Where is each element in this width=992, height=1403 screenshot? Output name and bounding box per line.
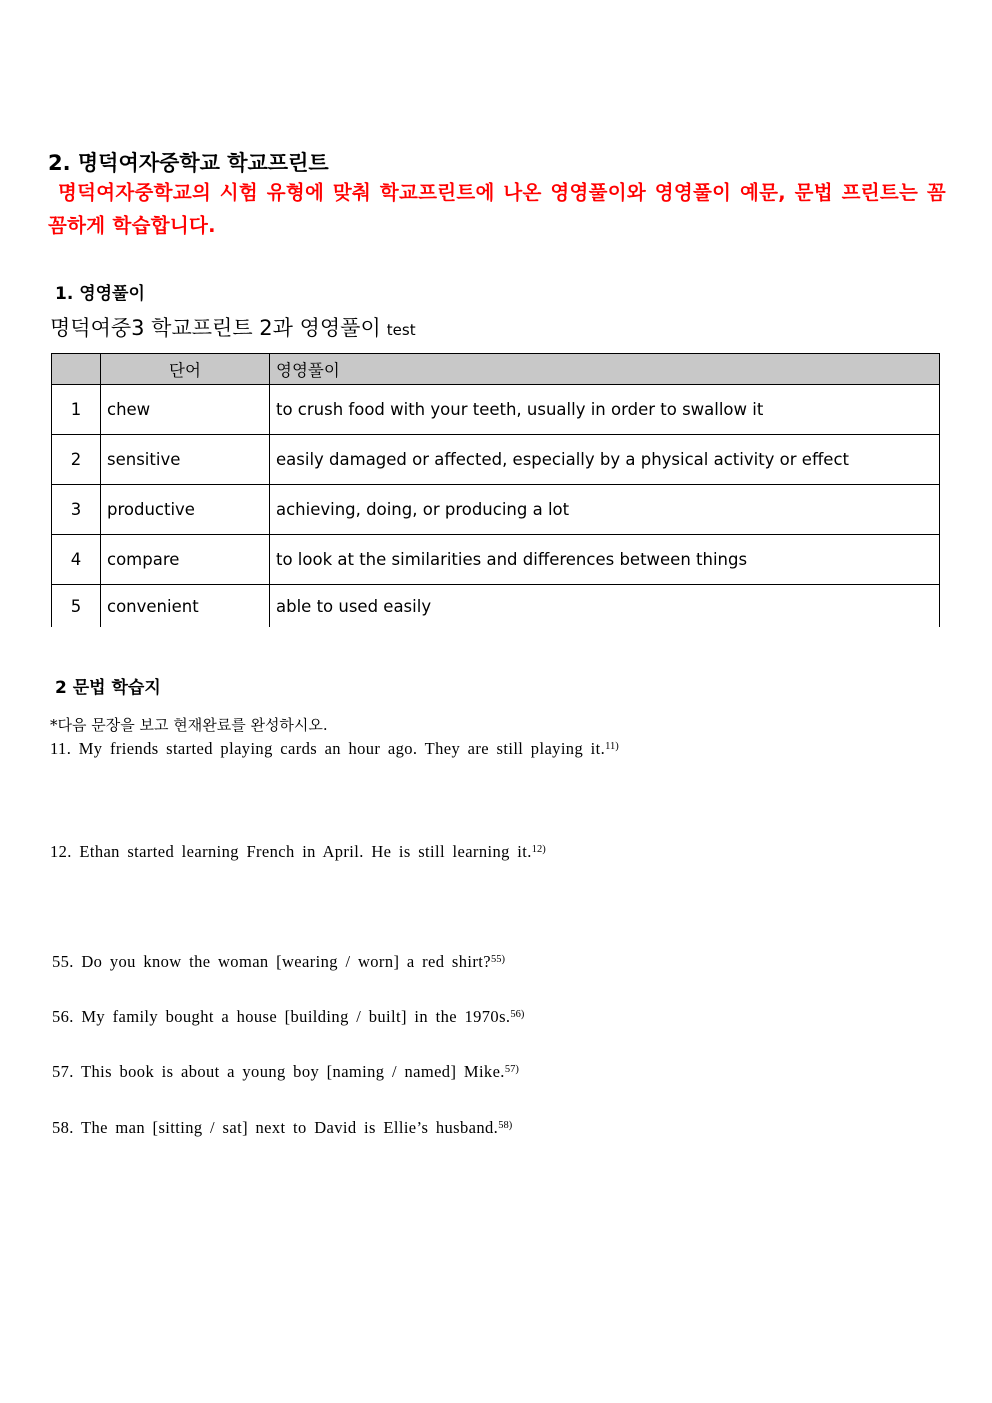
row-word: productive [101,485,270,535]
question-text: 58. The man [sitting / sat] next to David is Ellie’s husband. [52,1118,499,1137]
table-header-row [52,354,940,385]
question-item [50,842,546,862]
row-word: chew [101,385,270,435]
table-row [52,435,940,485]
table-row [52,535,940,585]
table-title [50,312,416,342]
question-note: 57) [504,1064,519,1075]
question-item [52,1007,524,1027]
table-title-text: 명덕여중3 학교프린트 2과 영영풀이 [50,316,381,340]
row-word: sensitive [101,435,270,485]
question-note: 12) [531,844,546,855]
row-definition: easily damaged or affected, especially by a physical activity or effect [270,435,940,485]
row-word: convenient [101,585,270,628]
row-definition: able to used easily [270,585,940,628]
question-item [52,952,505,972]
vocab-heading: 1. 영영풀이 [55,284,145,304]
question-item [52,1062,519,1082]
grammar-instruction: *다음 문장을 보고 현재완료를 완성하시오. [50,716,328,734]
question-note: 55) [491,954,505,965]
vocab-table [51,353,940,627]
table-row [52,485,940,535]
question-item [50,739,619,759]
question-text: 55. Do you know the woman [wearing / worn] a red shirt? [52,952,491,971]
question-text: 57. This book is about a young boy [naming / named] Mike. [52,1062,505,1081]
row-num: 3 [52,485,101,535]
header-definition: 영영풀이 [270,354,940,385]
question-item [52,1118,512,1138]
row-word: compare [101,535,270,585]
question-text: 11. My friends started playing cards an hour ago. They are still playing it. [50,739,606,758]
question-note: 56) [510,1009,525,1020]
table-title-tag: test [386,321,416,339]
section-heading: 2. 명덕여자중학교 학교프린트 [48,151,329,175]
row-num: 4 [52,535,101,585]
header-word: 단어 [101,354,270,385]
question-text: 56. My family bought a house [building / built] in the 1970s. [52,1007,511,1026]
row-definition: to crush food with your teeth, usually in order to swallow it [270,385,940,435]
row-definition: to look at the similarities and differences between things [270,535,940,585]
question-text: 12. Ethan started learning French in April. He is still learning it. [50,842,532,861]
question-note: 11) [605,741,619,752]
question-note: 58) [498,1120,513,1131]
row-definition: achieving, doing, or producing a lot [270,485,940,535]
row-num: 2 [52,435,101,485]
row-num: 5 [52,585,101,628]
header-num [52,354,101,385]
table-row [52,585,940,628]
grammar-heading: 2 문법 학습지 [55,678,161,698]
table-row [52,385,940,435]
intro-text: 명덕여자중학교의 시험 유형에 맞춰 학교프린트에 나온 영영풀이와 영영풀이 예문, 문법 프린트는 꼼꼼하게 학습합니다. [48,181,946,237]
row-num: 1 [52,385,101,435]
